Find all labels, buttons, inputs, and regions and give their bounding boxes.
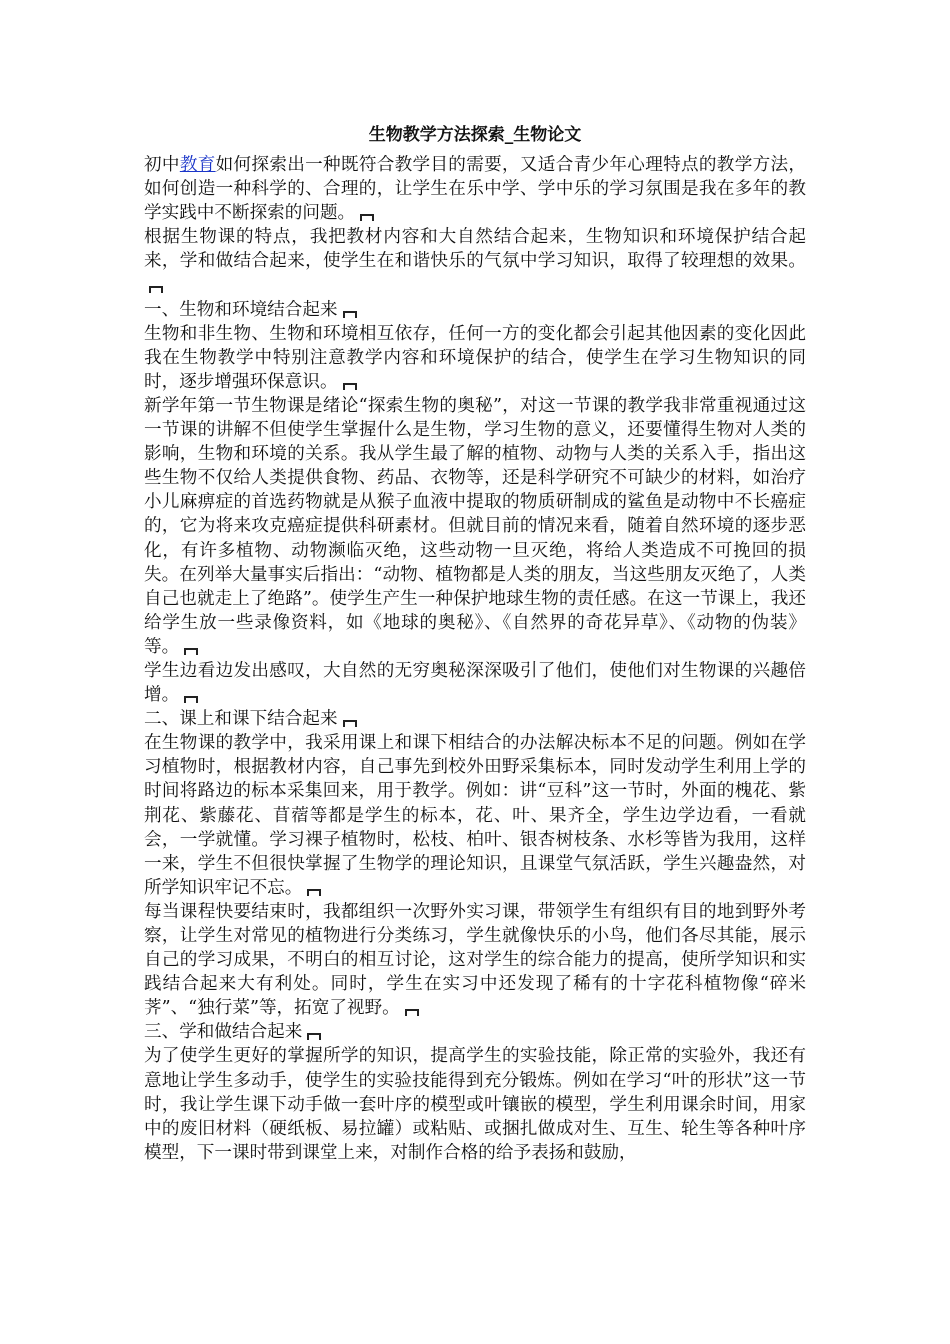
- paragraph-student-reaction: [144, 659, 806, 707]
- paragraph-mark-icon: [149, 286, 163, 293]
- paragraph-text: 生物和非生物、生物和环境相互依存，任何一方的变化都会引起其他因素的变化因此我在生物教学中特别注意教学内容和环境保护的结合，使学生在学习生物知识的同时，逐步增强环保意识。: [144, 323, 806, 392]
- paragraph-overview: [144, 225, 806, 297]
- paragraph-text: 为了使学生更好的掌握所学的知识，提高学生的实验技能，除正常的实验外，我还有意地让学生多动手，使学生的实验技能得到充分锻炼。例如在学习“叶的形状”这一节时，我让学生课下动手做一套叶序的模型或叶镶嵌的模型，学生利用课余时间，用家中的废旧材料（硬纸板、易拉罐）或粘贴、或捆扎做成对生、互生、轮生等各种叶序模型，下一课时带到课堂上来，对制作合格的给予表扬和鼓励，: [144, 1046, 806, 1163]
- paragraph-mark-icon: [184, 648, 198, 655]
- paragraph-intro: [144, 153, 806, 225]
- paragraph-text: 每当课程快要结束时，我都组织一次野外实习课，带领学生有组织有目的地到野外考察，让学生对常见的植物进行分类练习，学生就像快乐的小鸟，他们各尽其能，展示自己的学习成果，不明白的相互讨论，这对学生的综合能力的提高，使所学知识和实践结合起来大有利处。同时，学生在实习中还发现了稀有的十字花科植物像“碎米荠”、“独行菜”等，拓宽了视野。: [144, 901, 806, 1019]
- paragraph-first-lesson: [144, 394, 806, 659]
- intro-text: 如何探索出一种既符合教学目的需要，又适合青少年心理特点的教学方法，如何创造一种科学的、合理的，让学生在乐中学、学中乐的学习氛围是我在多年的教学实践中不断探索的问题。: [144, 155, 806, 224]
- paragraph-mark-icon: [343, 311, 357, 318]
- paragraph-mark-icon: [360, 214, 374, 221]
- paragraph-text: 新学年第一节生物课是绪论“探索生物的奥秘”，对这一节课的教学我非常重视通过这一节课的讲解不但使学生掌握什么是生物，学习生物的意义，还要懂得生物对人类的影响，生物和环境的关系。我从学生最了解的植物、动物与人类的关系入手，指出这些生物不仅给人类提供食物、药品、衣物等，还是科学研究不可缺少的材料，如治疗小儿麻痹症的首选药物就是从猴子血液中提取的物质研制成的鲨鱼是动物中不长癌症的，它为将来攻克癌症提供科研素材。但就目前的情况来看，随着自然环境的逐步恶化，有许多植物、动物濒临灭绝，这些动物一旦灭绝，将给人类造成不可挽回的损失。在列举大量事实后指出：“动物、植物都是人类的朋友，当这些朋友灭绝了，人类自己也就走上了绝路”。使学生产生一种保护地球生物的责任感。在这一节课上，我还给学生放一些录像资料，如《地球的奥秘》、《自然界的奇花异草》、《动物的伪装》等。: [144, 395, 806, 657]
- paragraph-mark-icon: [405, 1009, 419, 1016]
- paragraph-environment: [144, 322, 806, 394]
- document-body: [144, 153, 806, 1165]
- paragraph-mark-icon: [307, 1033, 321, 1040]
- heading-text: 二、课上和课下结合起来: [144, 709, 338, 730]
- education-link[interactable]: 教育: [179, 155, 216, 175]
- section-heading-3: [144, 1020, 806, 1044]
- intro-prefix: 初中: [144, 155, 180, 175]
- paragraph-field-trip: [144, 900, 806, 1020]
- paragraph-specimens: [144, 731, 806, 900]
- section-heading-2: [144, 707, 806, 731]
- document-title: 生物教学方法探索_生物论文: [368, 125, 582, 145]
- paragraph-text: 学生边看边发出感叹，大自然的无穷奥秘深深吸引了他们，使他们对生物课的兴趣倍增。: [144, 660, 806, 706]
- paragraph-mark-icon: [184, 696, 198, 703]
- heading-text: 一、生物和环境结合起来: [144, 299, 338, 320]
- paragraph-text: 根据生物课的特点，我把教材内容和大自然结合起来，生物知识和环境保护结合起来，学和做结合起来，使学生在和谐快乐的气氛中学习知识，取得了较理想的效果。: [144, 227, 806, 272]
- paragraph-text: 在生物课的教学中，我采用课上和课下相结合的办法解决标本不足的问题。例如在学习植物时，根据教材内容，自己事先到校外田野采集标本，同时发动学生利用上学的时间将路边的标本采集回来，用于教学。例如：讲“豆科”这一节时，外面的槐花、紫荆花、紫藤花、苜蓿等都是学生的标本，花、叶、果齐全，学生边学边看，一看就会，一学就懂。学习裸子植物时，松枝、柏叶、银杏树枝条、水杉等皆为我用，这样一来，学生不但很快掌握了生物学的理论知识，且课堂气氛活跃，学生兴趣盎然，对所学知识牢记不忘。: [144, 733, 806, 898]
- paragraph-mark-icon: [343, 383, 357, 390]
- paragraph-mark-icon: [307, 889, 321, 896]
- section-heading-1: [144, 298, 806, 322]
- heading-text: 三、学和做结合起来: [144, 1022, 303, 1043]
- paragraph-mark-icon: [343, 720, 357, 727]
- paragraph-hands-on: [144, 1044, 806, 1164]
